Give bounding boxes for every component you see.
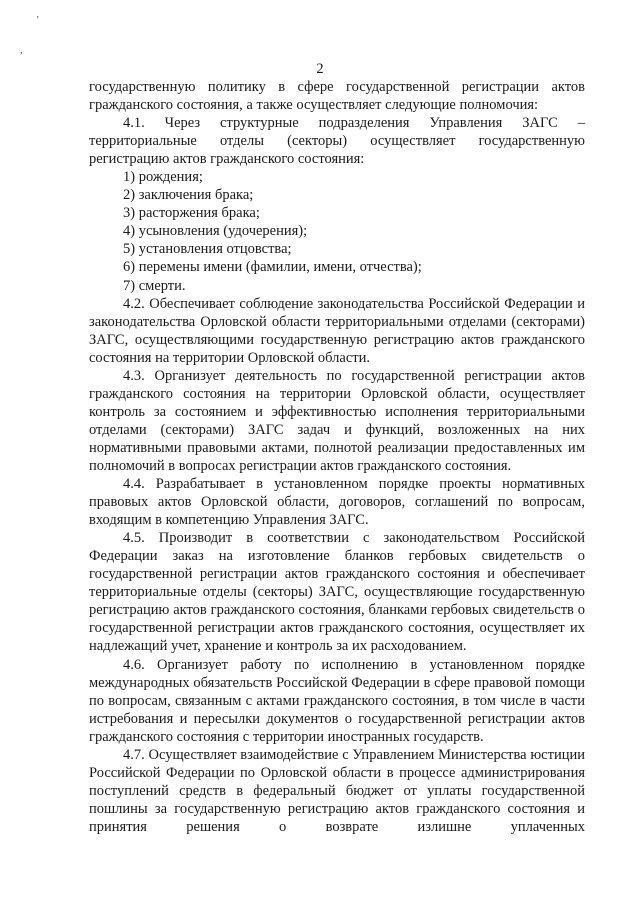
paragraph-4-4: 4.4. Разрабатывает в установленном порядке проекты нормативных правовых актов Орловской области, договоров, соглашений по вопросам, входящим в компетенцию Управления ЗАГС.	[89, 476, 585, 529]
paragraph-4-2: 4.2. Обеспечивает соблюдение законодательства Российской Федерации и законодательства Орловской области территориальными отделами (секторами) ЗАГС, осуществляющими государственную регистрацию актов гражданского состояния на территории Орловской области.	[89, 295, 585, 366]
list-item: 1) рождения;	[123, 169, 203, 186]
paragraph-4-5: 4.5. Производит в соответствии с законодательством Российской Федерации заказ на изготовление бланков гербовых свидетельств о государственной регистрации актов гражданского состояния и обеспечивает территориальные отделы (секторы) ЗАГС, осуществляющие государственную регистрацию актов гражданского состояния, бланками гербовых свидетельств о государственной регистрации актов гражданского состояния, осуществляет их надлежащий учет, хранение и контроль за их расходованием.	[89, 530, 585, 655]
list-item: 3) расторжения брака;	[123, 205, 260, 222]
paragraph-4-7: 4.7. Осуществляет взаимодействие с Управлением Министерства юстиции Российской Федерации по Орловской области в процессе администрирования поступлений средств в федеральный бюджет от уплаты государственной пошлины за государственную регистрацию актов гражданского состояния и принятия решения о возврате излишне уплаченных	[89, 746, 585, 835]
scan-speck: ,	[20, 45, 23, 56]
list-item: 4) усыновления (удочерения);	[123, 223, 308, 240]
document-body	[89, 78, 585, 836]
scan-speck: ʼ	[36, 15, 40, 26]
list-item: 7) смерти.	[123, 277, 186, 294]
list-item: 6) перемены имени (фамилии, имени, отчества);	[123, 259, 422, 276]
page-number: 2	[316, 61, 324, 77]
list-item: 2) заключения брака;	[123, 187, 254, 204]
paragraph-4-1: 4.1. Через структурные подразделения Управления ЗАГС – территориальные отделы (секторы) осуществляет государственную регистрацию актов гражданского состояния:	[89, 115, 585, 168]
paragraph-4-6: 4.6. Организует работу по исполнению в установленном порядке международных обязательств Российской Федерации в сфере правовой помощи по вопросам, связанным с актами гражданского состояния, в том числе в части истребования и пересылки документов о государственной регистрации актов гражданского состояния с территории иностранных государств.	[89, 656, 585, 745]
paragraph-intro: государственную политику в сфере государственной регистрации актов гражданского состояния, а также осуществляет следующие полномочия:	[89, 79, 585, 114]
paragraph-4-3: 4.3. Организует деятельность по государственной регистрации актов гражданского состояния на территории Орловской области, осуществляет контроль за состоянием и эффективностью исполнения территориальными отделами (секторами) ЗАГС задач и функций, возложенных на них нормативными правовыми актами, полнотой реализации предоставленных им полномочий в вопросах регистрации актов гражданского состояния.	[89, 367, 585, 474]
list-item: 5) установления отцовства;	[123, 241, 292, 258]
